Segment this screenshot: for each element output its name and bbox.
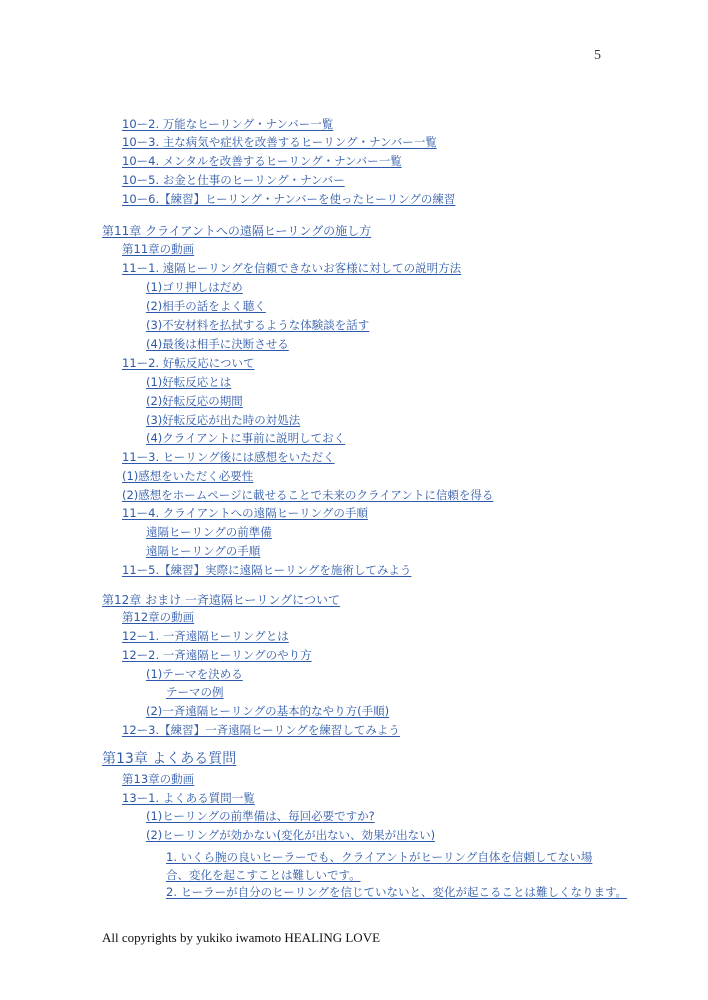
toc-entry-link[interactable]: 12ー1. 一斉遠隔ヒーリングとは <box>122 629 289 643</box>
toc-entry-link[interactable]: 13ー1. よくある質問一覧 <box>122 791 255 805</box>
toc-entry-link[interactable]: 11ー2. 好転反応について <box>122 356 255 370</box>
toc-entry-link[interactable]: 第11章の動画 <box>122 242 195 256</box>
toc-entry-link[interactable]: 10ー3. 主な病気や症状を改善するヒーリング・ナンバー一覧 <box>122 135 437 149</box>
toc-entry-link[interactable]: テーマの例 <box>166 685 224 699</box>
toc-chapter-link[interactable]: 第12章 おまけ 一斉遠隔ヒーリングについて <box>102 593 340 607</box>
toc-entry-link[interactable]: (2)相手の話をよく聴く <box>146 299 266 313</box>
toc-entry-link[interactable]: 11ー4. クライアントへの遠隔ヒーリングの手順 <box>122 506 368 520</box>
toc-entry-link[interactable]: 10ー5. お金と仕事のヒーリング・ナンバー <box>122 173 345 187</box>
toc-entry-link[interactable]: 11ー3. ヒーリング後には感想をいただく <box>122 450 335 464</box>
copyright-footer: All copyrights by yukiko iwamoto HEALING LOVE <box>102 930 381 945</box>
toc-entry-link[interactable]: 遠隔ヒーリングの前準備 <box>146 525 272 539</box>
toc-entry-link[interactable]: (1)テーマを決める <box>146 667 243 681</box>
toc-entry-link[interactable]: 10ー6.【練習】ヒーリング・ナンバーを使ったヒーリングの練習 <box>122 192 456 206</box>
toc-entry-link[interactable]: (1)好転反応とは <box>146 375 232 389</box>
toc-entry-link[interactable]: (4)クライアントに事前に説明しておく <box>146 431 346 445</box>
toc-chapter-link[interactable]: 第13章 よくある質問 <box>102 751 237 767</box>
toc-entry-link[interactable]: (2)好転反応の期間 <box>146 394 243 408</box>
toc-entry-link[interactable]: 11ー5.【練習】実際に遠隔ヒーリングを施術してみよう <box>122 563 412 577</box>
toc-entry-link[interactable]: 2. ヒーラーが自分のヒーリングを信じていないと、変化が起こることは難しくなります。 <box>166 885 628 899</box>
toc-entry-link[interactable]: 10ー4. メンタルを改善するヒーリング・ナンバー一覧 <box>122 154 402 168</box>
toc-entry-link[interactable]: 1. いくら腕の良いヒーラーでも、クライアントがヒーリング自体を信頼してない場合、変化を起こすことは難しいです。 <box>166 850 593 882</box>
page-number: 5 <box>594 48 601 63</box>
toc-entry-link[interactable]: (1)ゴリ押しはだめ <box>146 280 243 294</box>
toc-entry-link[interactable]: (1)ヒーリングの前準備は、毎回必要ですか? <box>146 809 375 823</box>
toc-entry-link[interactable]: 第12章の動画 <box>122 610 195 624</box>
toc-chapter-link[interactable]: 第11章 クライアントへの遠隔ヒーリングの施し方 <box>102 224 372 238</box>
toc-entry-link[interactable]: 10ー2. 万能なヒーリング・ナンバー一覧 <box>122 117 334 131</box>
toc-entry-link[interactable]: (3)好転反応が出た時の対処法 <box>146 413 301 427</box>
toc-entry-link[interactable]: 12ー3.【練習】一斉遠隔ヒーリングを練習してみよう <box>122 723 400 737</box>
toc-entry-link[interactable]: (3)不安材料を払拭するような体験談を話す <box>146 318 370 332</box>
toc-entry-link[interactable]: 遠隔ヒーリングの手順 <box>146 544 261 558</box>
toc-entry-link[interactable]: 11ー1. 遠隔ヒーリングを信頼できないお客様に対しての説明方法 <box>122 261 462 275</box>
toc-entry-link[interactable]: (2)ヒーリングが効かない(変化が出ない、効果が出ない) <box>146 828 436 842</box>
toc-entry-link[interactable]: 12ー2. 一斉遠隔ヒーリングのやり方 <box>122 648 312 662</box>
toc-entry-link[interactable]: (1)感想をいただく必要性 <box>122 469 254 483</box>
toc-entry-link[interactable]: (2)一斉遠隔ヒーリングの基本的なやり方(手順) <box>146 704 390 718</box>
toc-entry-link[interactable]: 第13章の動画 <box>122 772 195 786</box>
toc-entry-link[interactable]: (2)感想をホームページに載せることで未来のクライアントに信頼を得る <box>122 488 494 502</box>
toc-entry-link[interactable]: (4)最後は相手に決断させる <box>146 337 289 351</box>
